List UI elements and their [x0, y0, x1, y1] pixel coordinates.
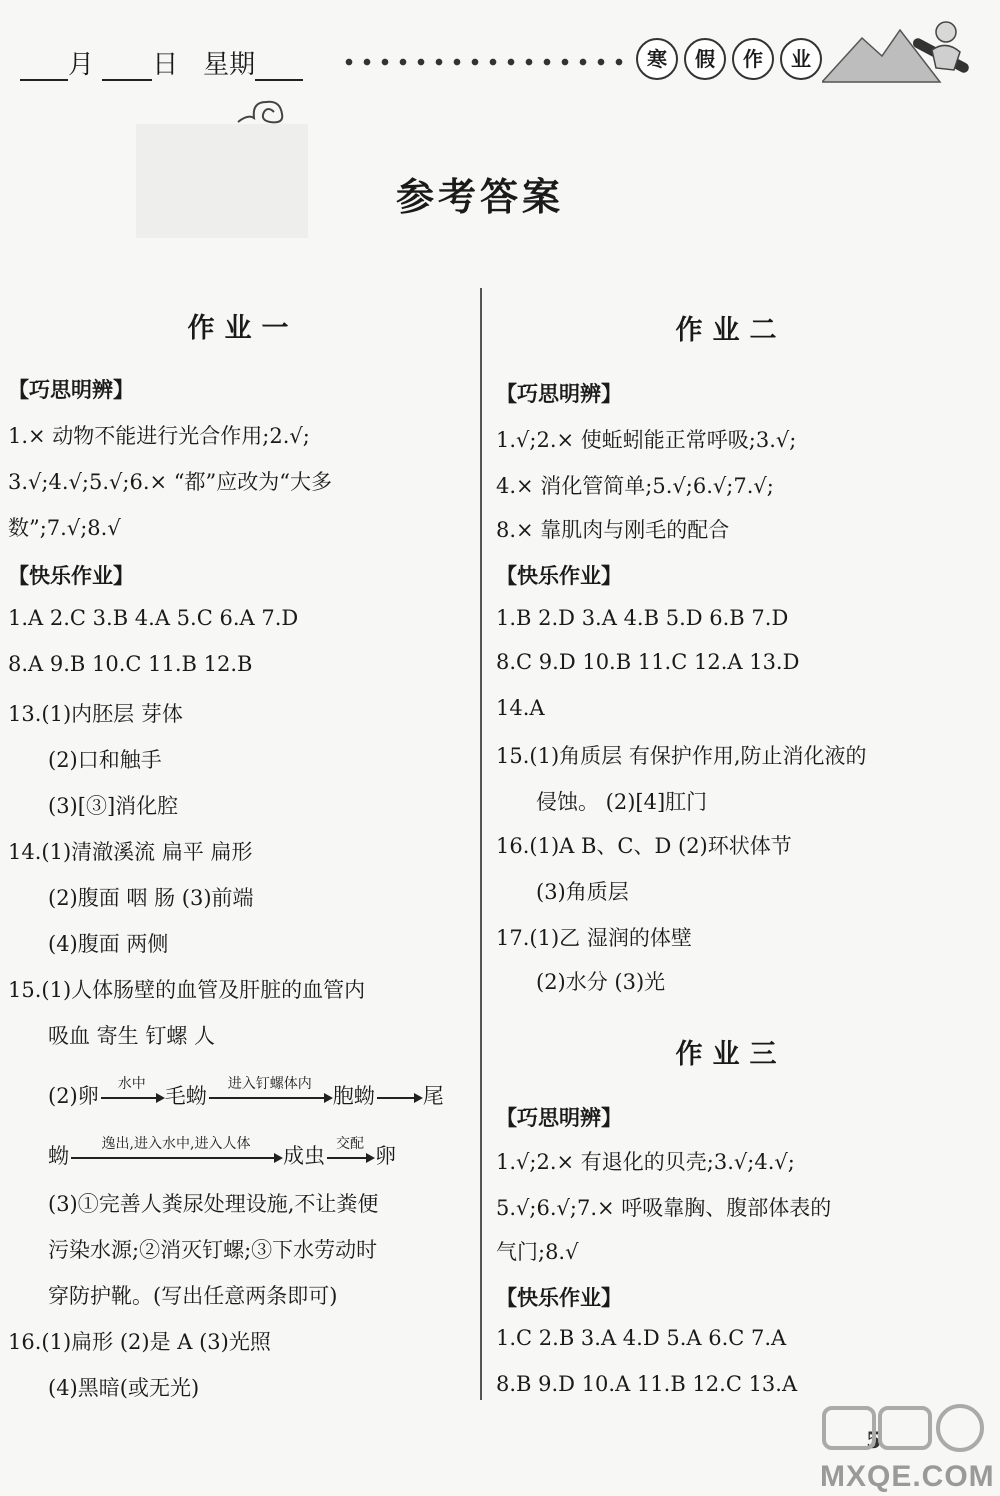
answer-line: 16.(1)A B、C、D (2)环状体节 — [496, 834, 792, 858]
arrow-label: 进入钉螺体内 — [227, 1075, 312, 1092]
hw3-title: 作业三 — [675, 1039, 787, 1070]
stage-label: (2)卵 — [48, 1084, 99, 1108]
answer-line: (2)腹面 咽 肠 (3)前端 — [48, 886, 254, 910]
stage-label: 卵 — [375, 1144, 396, 1168]
section-heading: 【快乐作业】 — [496, 563, 622, 588]
answer-line: 8.C 9.D 10.B 11.C 12.A 13.D — [496, 650, 800, 674]
answer-line: 14.(1)清澈溪流 扁平 扁形 — [8, 840, 253, 864]
answer-line: (3)①完善人粪尿处理设施,不让粪便 — [48, 1192, 379, 1216]
answer-line: (3)[③]消化腔 — [48, 794, 179, 818]
column-divider — [480, 288, 482, 1400]
section-heading: 【巧思明辨】 — [8, 377, 134, 402]
banner-char: 假 — [684, 38, 726, 80]
answer-line: 数”;7.√;8.√ — [8, 516, 121, 540]
answer-line: 4.× 消化管简单;5.√;6.√;7.√; — [496, 474, 774, 498]
stage-label: 尾 — [422, 1084, 444, 1108]
answer-line: 1.√;2.× 使蚯蚓能正常呼吸;3.√; — [496, 428, 797, 452]
mascot-mountain-illustration — [822, 20, 972, 90]
arrow-label: 水中 — [117, 1075, 146, 1092]
answer-line: 13.(1)内胚层 芽体 — [8, 702, 183, 726]
answer-line: 15.(1)角质层 有保护作用,防止消化液的 — [496, 744, 867, 768]
answer-line: 8.A 9.B 10.C 11.B 12.B — [8, 652, 253, 676]
answer-line: 16.(1)扁形 (2)是 A (3)光照 — [8, 1330, 271, 1354]
page-title: 参考答案 — [395, 174, 564, 219]
answer-line: (4)腹面 两侧 — [48, 932, 169, 956]
answer-line: 气门;8.√ — [496, 1240, 579, 1264]
section-heading: 【巧思明辨】 — [496, 381, 622, 406]
answer-line: 1.A 2.C 3.B 4.A 5.C 6.A 7.D — [8, 606, 299, 630]
answer-line: (2)水分 (3)光 — [536, 970, 666, 994]
answer-line: 15.(1)人体肠壁的血管及肝脏的血管内 — [8, 978, 366, 1002]
arrow-icon — [327, 1135, 373, 1159]
day-label: 日 — [152, 50, 179, 80]
answer-line: 14.A — [496, 696, 545, 720]
lifecycle-line-1 — [48, 1075, 444, 1110]
answer-line: (3)角质层 — [536, 880, 629, 904]
answer-line: 污染水源;②消灭钉螺;③下水劳动时 — [48, 1238, 378, 1262]
answer-line: 1.√;2.× 有退化的贝壳;3.√;4.√; — [496, 1150, 795, 1174]
section-heading: 【快乐作业】 — [8, 563, 134, 588]
answer-line: (2)口和触手 — [48, 748, 162, 772]
lifecycle-line-2 — [48, 1135, 396, 1170]
answer-line: 8.× 靠肌肉与刚毛的配合 — [496, 518, 730, 542]
answer-line: (4)黑暗(或无光) — [48, 1376, 200, 1400]
day-blank[interactable] — [102, 53, 152, 81]
stage-label: 成虫 — [283, 1144, 325, 1168]
banner-char: 作 — [732, 38, 774, 80]
weekday-label: 星期 — [203, 50, 256, 80]
answer-line: 1.B 2.D 3.A 4.B 5.D 6.B 7.D — [496, 606, 789, 630]
answer-line: 3.√;4.√;5.√;6.× “都”应改为“大多 — [8, 470, 332, 494]
month-label: 月 — [68, 50, 95, 80]
page-number: 5 — [866, 1428, 882, 1454]
dotted-divider — [340, 57, 625, 67]
watermark-text: MXQE.COM — [820, 1460, 995, 1493]
hw2-title: 作业二 — [675, 315, 787, 346]
answer-line: 穿防护靴。(写出任意两条即可) — [48, 1284, 338, 1308]
arrow-label: 逸出,进入水中,进入人体 — [101, 1135, 251, 1152]
answer-line: 5.√;6.√;7.× 呼吸靠胸、腹部体表的 — [496, 1196, 832, 1220]
date-header — [20, 44, 303, 81]
answer-line: 1.C 2.B 3.A 4.D 5.A 6.C 7.A — [496, 1326, 787, 1350]
banner-char: 业 — [780, 38, 822, 80]
arrow-icon — [71, 1135, 281, 1159]
stage-label: 胞蚴 — [332, 1084, 375, 1108]
hw1-title: 作业一 — [187, 313, 299, 344]
arrow-icon — [101, 1075, 163, 1099]
answer-line: 吸血 寄生 钉螺 人 — [48, 1024, 216, 1048]
weekday-blank[interactable] — [255, 53, 303, 81]
answer-line: 1.× 动物不能进行光合作用;2.√; — [8, 424, 310, 448]
answer-line: 8.B 9.D 10.A 11.B 12.C 13.A — [496, 1372, 798, 1396]
stage-label: 蚴 — [48, 1144, 69, 1168]
answer-line: 17.(1)乙 湿润的体壁 — [496, 926, 692, 950]
decorative-swirl-icon — [234, 94, 290, 128]
winter-homework-banner — [636, 38, 822, 80]
banner-char: 寒 — [636, 38, 678, 80]
section-heading: 【快乐作业】 — [496, 1285, 622, 1310]
section-heading: 【巧思明辨】 — [496, 1105, 622, 1130]
arrow-icon — [377, 1097, 421, 1099]
stage-label: 毛蚴 — [164, 1084, 207, 1108]
arrow-icon — [209, 1075, 331, 1099]
answer-line: 侵蚀。 (2)[4]肛门 — [536, 790, 708, 814]
arrow-label: 交配 — [336, 1135, 364, 1152]
month-blank[interactable] — [20, 53, 68, 81]
